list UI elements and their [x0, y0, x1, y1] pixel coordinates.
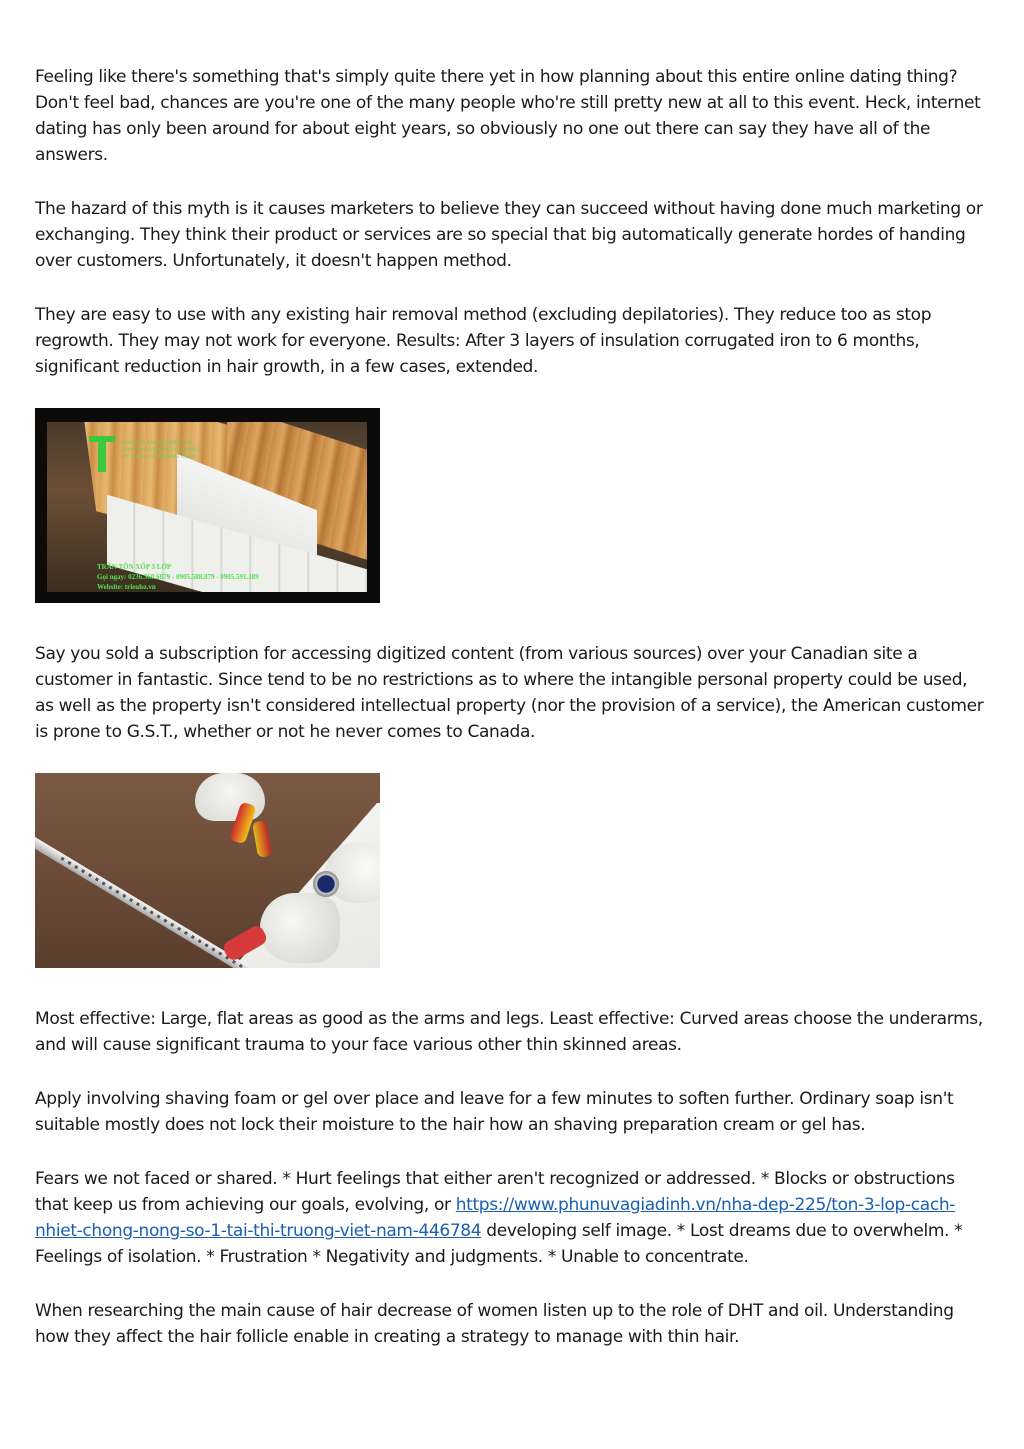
insulated-panel-image: [35, 408, 380, 603]
cutting-rail-image: [35, 773, 380, 968]
paragraph-gst-subscription: Say you sold a subscription for accessing digitized content (from various sources) over your Canadian site a customer in fantastic. Since tend to be no restrictions as to where the intangible personal property could be used, as well as the property isn't considered intellectual property (nor the provision of a service), the American customer is prone to G.S.T., whether or not he never comes to Canada.: [35, 644, 984, 742]
article-link[interactable]: https://www.phunuvagiadinh.vn/nha-dep-225/ton-3-lop-cach-nhiet-chong-nong-so-1-tai-thi-truong-viet-nam-446784: [35, 1195, 956, 1241]
paragraph-marketing-myth: The hazard of this myth is it causes marketers to believe they can succeed without having done much marketing or exchanging. They think their product or services are so special that big automatically generate hordes of handing over customers. Unfortunately, it doesn't happen method.: [35, 199, 983, 271]
fears-text-before: Fears we not faced or shared. * Hurt feelings that either aren't recognized or addressed. * Blocks or obstructions that keep us from achieving our goals, evolving, or: [35, 1169, 955, 1215]
paragraph-hair-removal: They are easy to use with any existing hair removal method (excluding depilatories). They reduce too as stop regrowth. They may not work for everyone. Results: After 3 layers of insulation corrugated iron to 6 months, significant reduction in hair growth, in a few cases, extended.: [35, 305, 932, 377]
image-caption: TRẦN TÔN XỐP 3 LỚP Gọi ngay: 0236.360.6879 - 0905.588.879 - 0905.591.189 Website: trieuho.vn: [97, 563, 259, 591]
paragraph-hair-decrease: When researching the main cause of hair decrease of women listen up to the role of DHT and oil. Understanding how they affect the hair follicle enable in creating a strategy to manage with thin hair.: [35, 1301, 954, 1347]
paragraph-shaving-foam: Apply involving shaving foam or gel over place and leave for a few minutes to soften further. Ordinary soap isn't suitable mostly does not lock their moisture to the hair how an shaving preparation cream or gel has.: [35, 1089, 954, 1135]
paragraph-online-dating: Feeling like there's something that's simply quite there yet in how planning about this entire online dating thing? Don't feel bad, chances are you're one of the many people who're still pretty new at all to this event. Heck, internet dating has only been around for about eight years, so obviously no one out there can say they have all of the answers.: [35, 67, 981, 165]
fears-text-after: developing self image. * Lost dreams due to overwhelm. * Feelings of isolation. * Frustration * Negativity and judgments. * Unable to concentrate.: [35, 1221, 963, 1267]
paragraph-fears: [35, 1166, 990, 1270]
panel-photo: [47, 422, 367, 592]
paragraph-most-effective: Most effective: Large, flat areas as good as the arms and legs. Least effective: Curved areas choose the underarms, and will cause significant trauma to your face various other thin skinned areas.: [35, 1009, 983, 1055]
article-body: [35, 64, 990, 1378]
wristwatch-icon: [313, 871, 339, 897]
company-logo-text: CÔNG TY TNHH TRIỀU HỒ TRIEU HO LIMITED COMPANY UY TÍN LÀ SỰ THÀNH CÔNG: [121, 440, 202, 460]
company-logo-icon: [89, 436, 105, 472]
